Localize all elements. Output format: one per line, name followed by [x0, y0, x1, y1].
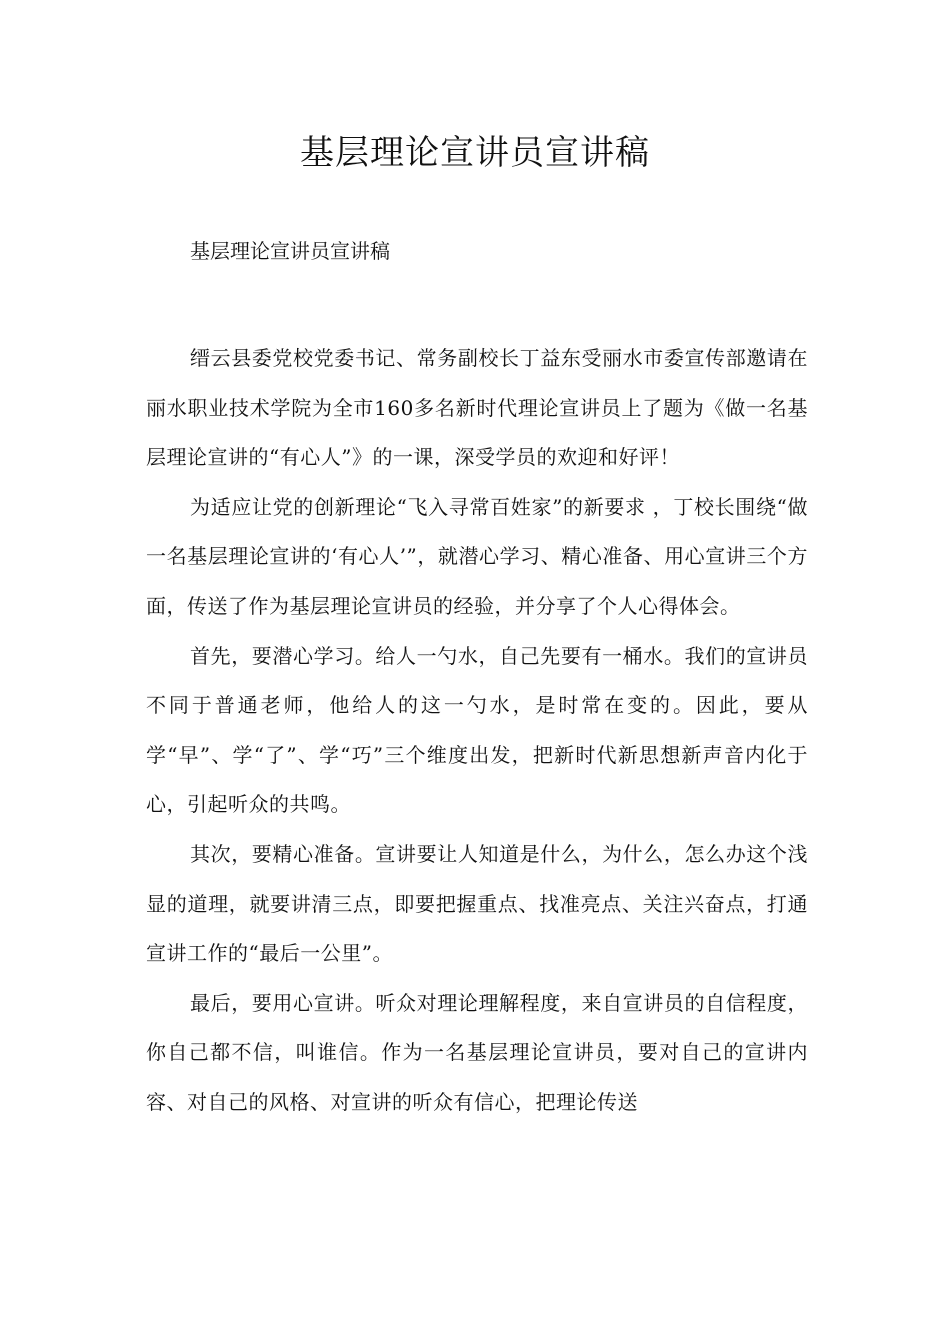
- paragraph: 缙云县委党校党委书记、常务副校长丁益东受丽水市委宣传部邀请在丽水职业技术学院为全市160多名新时代理论宣讲员上了题为《做一名基层理论宣讲的“有心人”》的一课，深受学员的欢迎和好评！: [146, 346, 808, 470]
- paragraph: 首先，要潜心学习。给人一勺水，自己先要有一桶水。我们的宣讲员不同于普通老师，他给人的这一勺水，是时常在变的。因此，要从学“早”、学“了”、学“巧”三个维度出发，把新时代新思想新声音内化于心，引起听众的共鸣。: [146, 643, 808, 817]
- paragraph: 为适应让党的创新理论“飞入寻常百姓家”的新要求 ，丁校长围绕“做一名基层理论宣讲的‘有心人’”，就潜心学习、精心准备、用心宣讲三个方面，传送了作为基层理论宣讲员的经验，并分享了个人心得体会。: [146, 494, 808, 618]
- document-title: 基层理论宣讲员宣讲稿: [300, 133, 650, 173]
- paragraph: 最后，要用心宣讲。听众对理论理解程度，来自宣讲员的自信程度，你自己都不信，叫谁信。作为一名基层理论宣讲员，要对自己的宣讲内容、对自己的风格、对宣讲的听众有信心，把理论传送: [146, 990, 808, 1114]
- document-subtitle: 基层理论宣讲员宣讲稿: [190, 239, 390, 263]
- document-body: [146, 334, 808, 1128]
- paragraph: 其次，要精心准备。宣讲要让人知道是什么，为什么，怎么办这个浅显的道理，就要讲清三点，即要把握重点、找准亮点、关注兴奋点，打通宣讲工作的“最后一公里”。: [146, 841, 808, 966]
